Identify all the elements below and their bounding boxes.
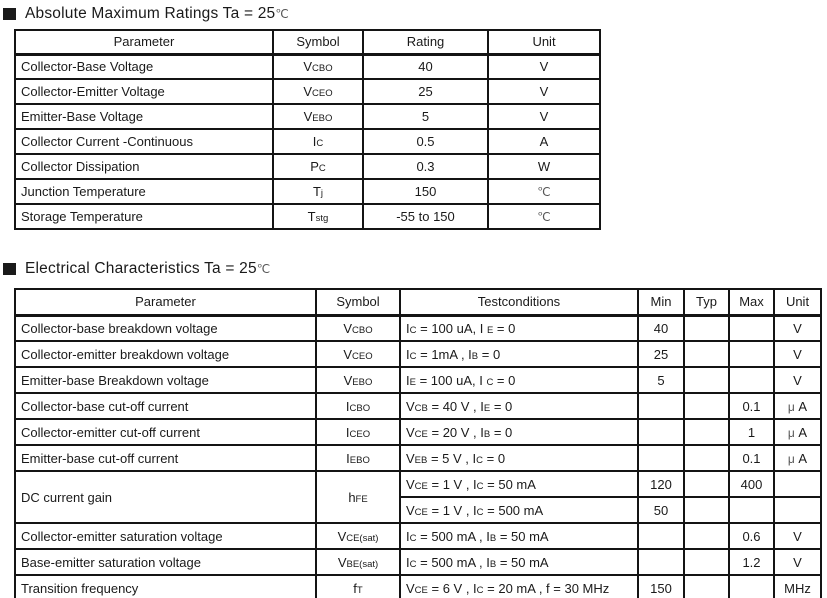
table-cell: VEBO [273, 104, 363, 129]
table-row [15, 154, 600, 179]
table-cell: ICEO [316, 419, 400, 445]
table-row [15, 523, 821, 549]
table-cell: 40 [638, 315, 684, 341]
section-title-text: Absolute Maximum Ratings Ta = 25℃ [25, 5, 290, 22]
column-header: Typ [684, 289, 729, 315]
table-cell: VCE(sat) [316, 523, 400, 549]
table-cell [684, 445, 729, 471]
table-cell: Storage Temperature [15, 204, 273, 229]
table-cell [684, 419, 729, 445]
table-cell: Collector Dissipation [15, 154, 273, 179]
section-absolute-maximum-ratings [0, 5, 827, 230]
table-cell: 0.1 [729, 393, 774, 419]
table-cell: fT [316, 575, 400, 598]
table-cell: A [488, 129, 600, 154]
column-header: Symbol [273, 30, 363, 54]
column-header: Rating [363, 30, 488, 54]
section-title [3, 260, 827, 278]
header-row [15, 30, 600, 54]
table-row [15, 471, 821, 497]
table-cell: ICBO [316, 393, 400, 419]
table-cell: -55 to 150 [363, 204, 488, 229]
table-cell: VEB = 5 V , IC = 0 [400, 445, 638, 471]
table-cell: VBE(sat) [316, 549, 400, 575]
column-header: Testconditions [400, 289, 638, 315]
table-cell [684, 575, 729, 598]
table-cell: IC = 100 uA, I E = 0 [400, 315, 638, 341]
table-cell: 25 [363, 79, 488, 104]
table-cell: W [488, 154, 600, 179]
table-cell: 150 [363, 179, 488, 204]
table-cell: VCE = 1 V , IC = 500 mA [400, 497, 638, 523]
table-cell: V [488, 104, 600, 129]
table-cell: Tstg [273, 204, 363, 229]
table-cell: Emitter-base Breakdown voltage [15, 367, 316, 393]
table-cell: MHz [774, 575, 821, 598]
table-cell [684, 523, 729, 549]
table-row [15, 79, 600, 104]
table-cell: Collector-emitter breakdown voltage [15, 341, 316, 367]
table-cell: Transition frequency [15, 575, 316, 598]
table-cell: PC [273, 154, 363, 179]
table-cell: VCEO [316, 341, 400, 367]
table-cell [684, 393, 729, 419]
table-cell: 5 [638, 367, 684, 393]
table-cell [638, 549, 684, 575]
table-cell: IE = 100 uA, I C = 0 [400, 367, 638, 393]
section-title-text: Electrical Characteristics Ta = 25℃ [25, 260, 271, 277]
table-cell: V [488, 79, 600, 104]
table-cell [684, 497, 729, 523]
table-row [15, 104, 600, 129]
table-cell: 50 [638, 497, 684, 523]
table-row [15, 341, 821, 367]
header-row [15, 289, 821, 315]
table-cell: 0.6 [729, 523, 774, 549]
column-header: Symbol [316, 289, 400, 315]
table-cell [729, 341, 774, 367]
table-cell: IC = 500 mA , IB = 50 mA [400, 549, 638, 575]
table-cell [638, 523, 684, 549]
table-cell: 120 [638, 471, 684, 497]
table-cell [638, 445, 684, 471]
table-cell: Tj [273, 179, 363, 204]
table-cell: hFE [316, 471, 400, 523]
table-row [15, 179, 600, 204]
table-cell: 25 [638, 341, 684, 367]
table-cell [729, 575, 774, 598]
table-cell [729, 367, 774, 393]
table-cell: V [774, 549, 821, 575]
table-cell: V [774, 315, 821, 341]
table-row [15, 549, 821, 575]
table-cell: VEBO [316, 367, 400, 393]
table-cell: Emitter-base cut-off current [15, 445, 316, 471]
table-cell: VCBO [316, 315, 400, 341]
table-cell: ℃ [488, 204, 600, 229]
column-header: Unit [488, 30, 600, 54]
table-cell: 1 [729, 419, 774, 445]
table-cell: 40 [363, 54, 488, 79]
table-cell: Collector-emitter saturation voltage [15, 523, 316, 549]
table-cell: VCBO [273, 54, 363, 79]
table-row [15, 367, 821, 393]
table-cell: Collector-emitter cut-off current [15, 419, 316, 445]
table-cell: V [774, 367, 821, 393]
table-cell: VCB = 40 V , IE = 0 [400, 393, 638, 419]
table-cell [638, 419, 684, 445]
table-row [15, 445, 821, 471]
table-cell: IC [273, 129, 363, 154]
table-cell: VCE = 6 V , IC = 20 mA , f = 30 MHz [400, 575, 638, 598]
table-cell: V [488, 54, 600, 79]
table-cell: DC current gain [15, 471, 316, 523]
table-cell: Junction Temperature [15, 179, 273, 204]
section-electrical-characteristics [0, 260, 827, 598]
table-cell [684, 549, 729, 575]
table-cell: 0.5 [363, 129, 488, 154]
absolute-maximum-ratings-table [14, 29, 601, 230]
table-cell: ℃ [488, 179, 600, 204]
table-cell: μ A [774, 393, 821, 419]
table-cell: VCE = 1 V , IC = 50 mA [400, 471, 638, 497]
table-row [15, 315, 821, 341]
table-cell: VCE = 20 V , IB = 0 [400, 419, 638, 445]
table-cell [684, 315, 729, 341]
table-cell: Collector-Emitter Voltage [15, 79, 273, 104]
table-cell: 400 [729, 471, 774, 497]
table-cell: Collector-Base Voltage [15, 54, 273, 79]
table-cell: 0.1 [729, 445, 774, 471]
table-cell: IC = 500 mA , IB = 50 mA [400, 523, 638, 549]
table-cell: V [774, 341, 821, 367]
table-cell: Emitter-Base Voltage [15, 104, 273, 129]
table-cell [729, 315, 774, 341]
table-row [15, 419, 821, 445]
table-cell: 5 [363, 104, 488, 129]
table-cell: 1.2 [729, 549, 774, 575]
section-title [3, 5, 827, 23]
column-header: Parameter [15, 30, 273, 54]
table-cell: 150 [638, 575, 684, 598]
table-cell: IC = 1mA , IB = 0 [400, 341, 638, 367]
column-header: Min [638, 289, 684, 315]
table-cell [638, 393, 684, 419]
table-cell: V [774, 523, 821, 549]
table-cell: μ A [774, 419, 821, 445]
table-cell [774, 471, 821, 497]
table-cell [684, 471, 729, 497]
table-cell [684, 367, 729, 393]
section-bullet-icon [3, 8, 16, 20]
column-header: Parameter [15, 289, 316, 315]
electrical-characteristics-table [14, 288, 822, 598]
table-row [15, 129, 600, 154]
column-header: Unit [774, 289, 821, 315]
table-cell [729, 497, 774, 523]
table-cell: 0.3 [363, 154, 488, 179]
table-cell: IEBO [316, 445, 400, 471]
table-cell [684, 341, 729, 367]
table-cell: Collector Current -Continuous [15, 129, 273, 154]
table-cell: VCEO [273, 79, 363, 104]
table-row [15, 54, 600, 79]
table-cell: Collector-base cut-off current [15, 393, 316, 419]
table-row [15, 204, 600, 229]
table-row [15, 575, 821, 598]
table-row [15, 393, 821, 419]
table-cell: Base-emitter saturation voltage [15, 549, 316, 575]
column-header: Max [729, 289, 774, 315]
section-bullet-icon [3, 263, 16, 275]
table-cell: Collector-base breakdown voltage [15, 315, 316, 341]
table-cell [774, 497, 821, 523]
table-cell: μ A [774, 445, 821, 471]
